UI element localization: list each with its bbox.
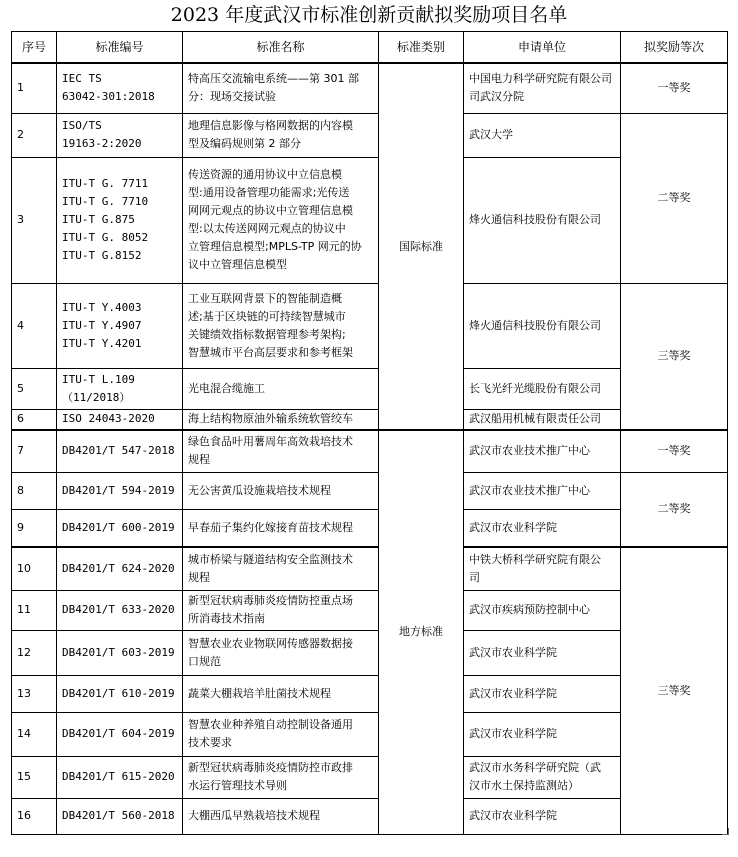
row-code: ITU-T L.109 （11/2018） <box>57 368 183 409</box>
row-name: 早春茄子集约化嫁接育苗技术规程 <box>183 509 379 547</box>
header-no: 序号 <box>12 32 57 64</box>
row-no: 8 <box>12 472 57 509</box>
row-org: 武汉市农业科学院 <box>464 630 621 675</box>
header-code: 标准编号 <box>57 32 183 64</box>
award-cell: 三等奖 <box>621 283 728 430</box>
row-no: 12 <box>12 630 57 675</box>
row-no: 15 <box>12 756 57 798</box>
table-row <box>12 798 728 834</box>
row-code: ITU-T Y.4003 ITU-T Y.4907 ITU-T Y.4201 <box>57 283 183 368</box>
row-org: 武汉市农业科学院 <box>464 798 621 834</box>
table-header-row <box>12 32 728 64</box>
row-org: 武汉市疾病预防控制中心 <box>464 590 621 630</box>
row-org: 武汉市农业科学院 <box>464 675 621 712</box>
award-cell: 一等奖 <box>621 63 728 113</box>
header-award: 拟奖励等次 <box>621 32 728 64</box>
row-name: 新型冠状病毒肺炎疫情防控重点场 所消毒技术指南 <box>183 590 379 630</box>
row-name: 大棚西瓜早熟栽培技术规程 <box>183 798 379 834</box>
row-no: 13 <box>12 675 57 712</box>
row-code: DB4201/T 610-2019 <box>57 675 183 712</box>
row-no: 6 <box>12 409 57 430</box>
row-code: IEC TS 63042-301:2018 <box>57 63 183 113</box>
table-row <box>12 712 728 756</box>
row-name: 光电混合缆施工 <box>183 368 379 409</box>
row-code: DB4201/T 624-2020 <box>57 547 183 590</box>
row-org: 烽火通信科技股份有限公司 <box>464 283 621 368</box>
award-cell: 一等奖 <box>621 430 728 472</box>
row-org: 长飞光纤光缆股份有限公司 <box>464 368 621 409</box>
row-code: DB4201/T 615-2020 <box>57 756 183 798</box>
category-cell: 地方标准 <box>379 430 464 834</box>
row-code: DB4201/T 604-2019 <box>57 712 183 756</box>
row-name: 蔬菜大棚栽培羊肚菌技术规程 <box>183 675 379 712</box>
row-no: 2 <box>12 113 57 157</box>
table-row <box>12 409 728 430</box>
header-name: 标准名称 <box>183 32 379 64</box>
row-name: 海上结构物原油外输系统软管绞车 <box>183 409 379 430</box>
row-code: ITU-T G. 7711 ITU-T G. 7710 ITU-T G.875 ITU-T G. 8052 ITU-T G.8152 <box>57 157 183 283</box>
row-org: 武汉市农业技术推广中心 <box>464 430 621 472</box>
row-code: DB4201/T 547-2018 <box>57 430 183 472</box>
row-no: 7 <box>12 430 57 472</box>
row-name: 工业互联网背景下的智能制造概 述;基于区块链的可持续智慧城市 关键绩效指标数据管理参考架构; 智慧城市平台高层要求和参考框架 <box>183 283 379 368</box>
row-no: 10 <box>12 547 57 590</box>
table-row <box>12 472 728 509</box>
table-row <box>12 756 728 798</box>
row-name: 智慧农业种养殖自动控制设备通用 技术要求 <box>183 712 379 756</box>
row-org: 武汉市水务科学研究院（武 汉市水土保持监测站） <box>464 756 621 798</box>
award-cell: 二等奖 <box>621 472 728 547</box>
row-code: DB4201/T 594-2019 <box>57 472 183 509</box>
table-row <box>12 630 728 675</box>
table-row <box>12 430 728 472</box>
row-no: 3 <box>12 157 57 283</box>
table-row <box>12 547 728 590</box>
row-no: 11 <box>12 590 57 630</box>
table-row <box>12 157 728 283</box>
row-no: 1 <box>12 63 57 113</box>
row-name: 传送资源的通用协议中立信息模 型:通用设备管理功能需求;光传送 网网元观点的协议中立管理信息模 型:以太传送网网元观点的协议中 立管理信息模型;MPLS-TP 网元的协 议中立管理信息模型 <box>183 157 379 283</box>
page-title: 2023 年度武汉市标准创新贡献拟奖励项目名单 <box>170 4 568 26</box>
row-no: 16 <box>12 798 57 834</box>
row-org: 武汉船用机械有限责任公司 <box>464 409 621 430</box>
row-org: 武汉市农业技术推广中心 <box>464 472 621 509</box>
award-cell: 二等奖 <box>621 113 728 283</box>
row-name: 城市桥梁与隧道结构安全监测技术 规程 <box>183 547 379 590</box>
table-row <box>12 590 728 630</box>
row-name: 无公害黄瓜设施栽培技术规程 <box>183 472 379 509</box>
row-no: 4 <box>12 283 57 368</box>
table-row <box>12 509 728 547</box>
table-row <box>12 368 728 409</box>
row-code: DB4201/T 603-2019 <box>57 630 183 675</box>
row-code: ISO/TS 19163-2:2020 <box>57 113 183 157</box>
row-code: DB4201/T 560-2018 <box>57 798 183 834</box>
row-name: 绿色食品叶用薯周年高效栽培技术 规程 <box>183 430 379 472</box>
table-row <box>12 113 728 157</box>
row-no: 5 <box>12 368 57 409</box>
category-cell: 国际标准 <box>379 63 464 430</box>
award-table <box>11 31 728 835</box>
row-code: DB4201/T 600-2019 <box>57 509 183 547</box>
row-org: 中铁大桥科学研究院有限公 司 <box>464 547 621 590</box>
award-cell: 三等奖 <box>621 547 728 834</box>
row-name: 地理信息影像与格网数据的内容模 型及编码规则第 2 部分 <box>183 113 379 157</box>
table-row <box>12 283 728 368</box>
row-no: 14 <box>12 712 57 756</box>
row-no: 9 <box>12 509 57 547</box>
row-org: 烽火通信科技股份有限公司 <box>464 157 621 283</box>
row-code: DB4201/T 633-2020 <box>57 590 183 630</box>
table-row <box>12 675 728 712</box>
row-org: 中国电力科学研究院有限公司 司武汉分院 <box>464 63 621 113</box>
row-org: 武汉大学 <box>464 113 621 157</box>
row-name: 新型冠状病毒肺炎疫情防控市政排 水运行管理技术导则 <box>183 756 379 798</box>
row-name: 特高压交流输电系统——第 301 部 分：现场交接试验 <box>183 63 379 113</box>
row-org: 武汉市农业科学院 <box>464 509 621 547</box>
page-corner-mark <box>722 828 729 835</box>
table-row <box>12 63 728 113</box>
row-name: 智慧农业农业物联网传感器数据接 口规范 <box>183 630 379 675</box>
row-code: ISO 24043-2020 <box>57 409 183 430</box>
header-category: 标准类别 <box>379 32 464 64</box>
row-org: 武汉市农业科学院 <box>464 712 621 756</box>
header-org: 申请单位 <box>464 32 621 64</box>
